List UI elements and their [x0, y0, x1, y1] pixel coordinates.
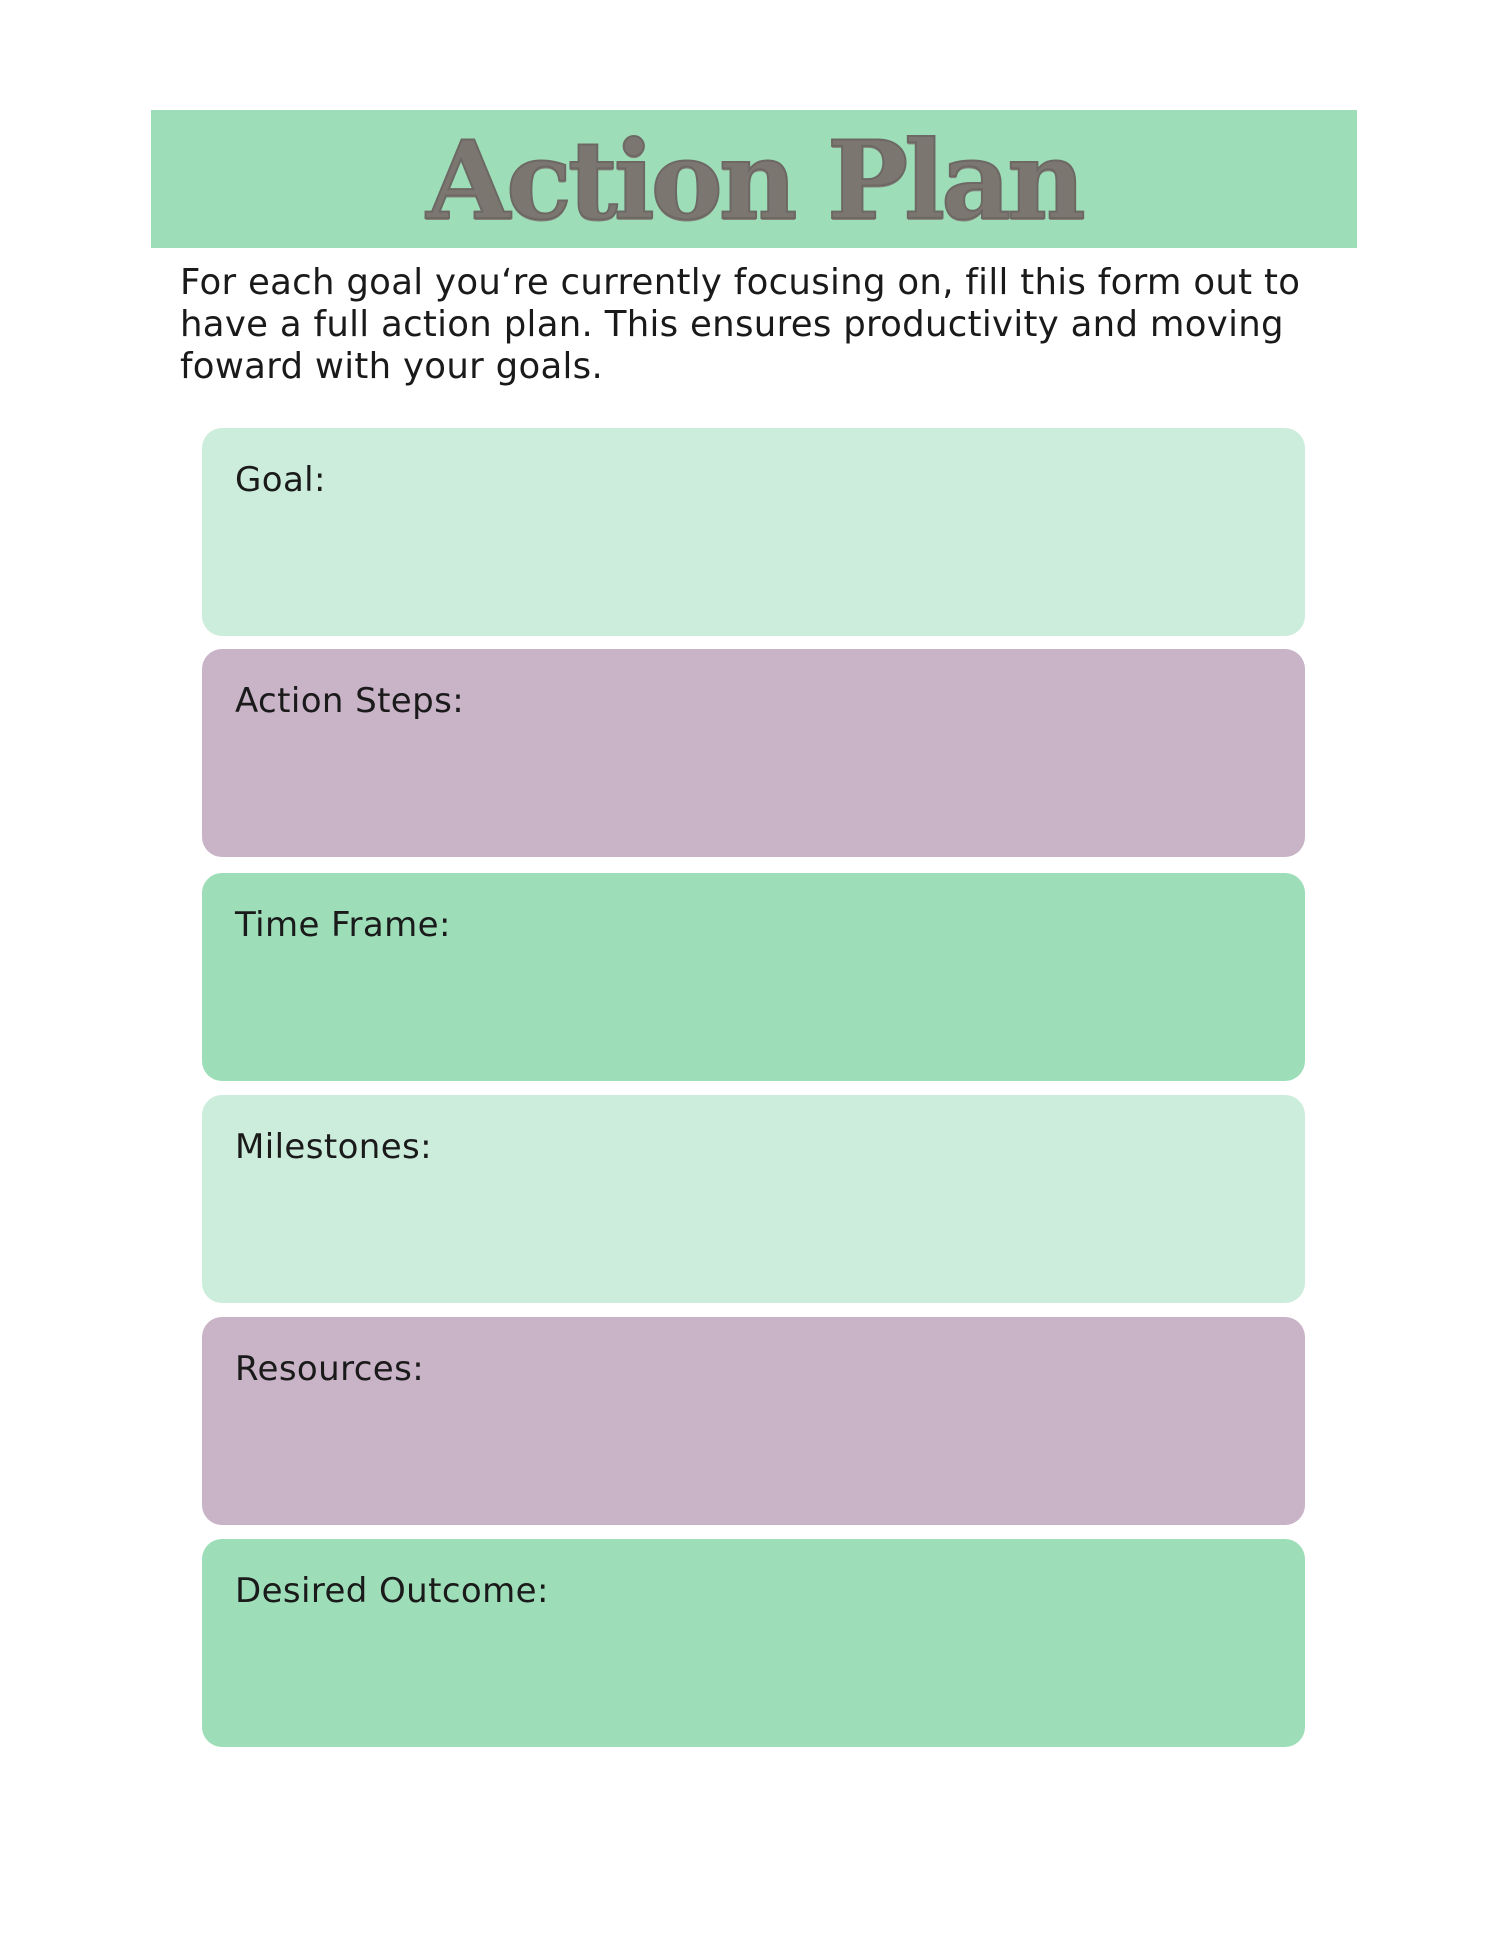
milestones-section[interactable]: [202, 1095, 1305, 1303]
resources-label: Resources:: [235, 1349, 425, 1389]
resources-section[interactable]: [202, 1317, 1305, 1525]
desired-outcome-section[interactable]: [202, 1539, 1305, 1747]
goal-section[interactable]: [202, 428, 1305, 636]
intro-text: For each goal you‘re currently focusing on, fill this form out to have a full action plan. This ensures productivity and moving foward with your goals.: [180, 262, 1301, 387]
action-steps-label: Action Steps:: [235, 681, 465, 721]
time-frame-section[interactable]: [202, 873, 1305, 1081]
action-steps-section[interactable]: [202, 649, 1305, 857]
milestones-label: Milestones:: [235, 1127, 433, 1167]
header-band: [151, 110, 1357, 248]
goal-label: Goal:: [235, 460, 326, 500]
time-frame-label: Time Frame:: [235, 905, 451, 945]
desired-outcome-label: Desired Outcome:: [235, 1571, 549, 1611]
page-title: Action Plan: [426, 118, 1082, 244]
